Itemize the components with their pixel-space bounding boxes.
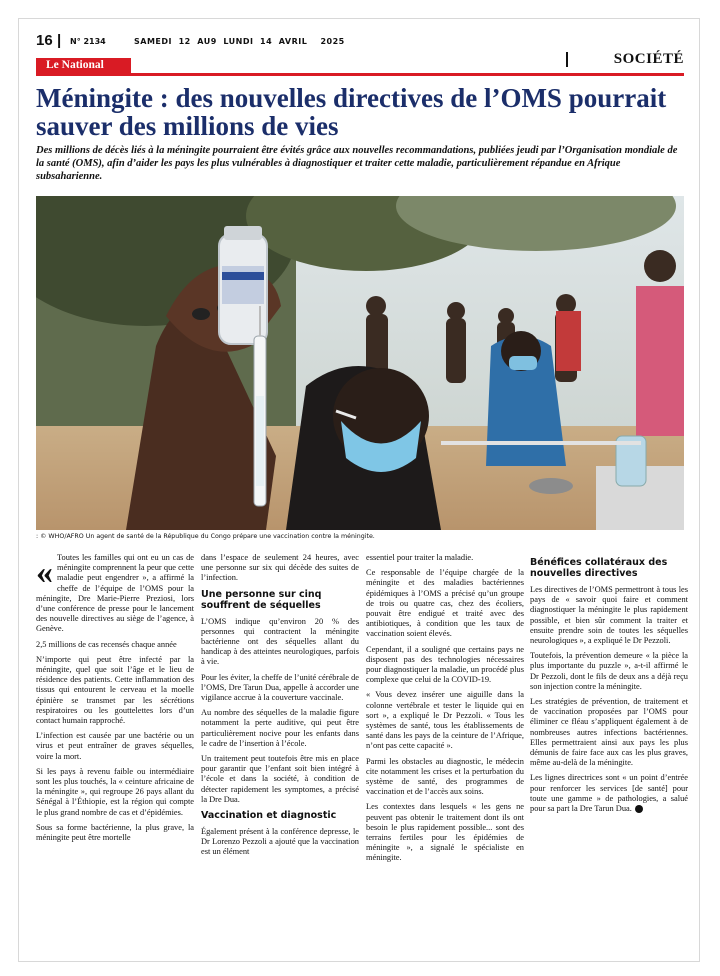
issue-number: N° 2134 <box>70 37 106 46</box>
subheading: Bénéfices collatéraux des nouvelles directives <box>530 557 668 579</box>
paragraph: dans l’espace de seulement 24 heures, avec une personne sur six qui décède des suites de l’infection. <box>201 553 359 583</box>
section-divider <box>566 52 568 67</box>
paragraph-text: Les lignes directrices sont « un point d’entrée pour renforcer les services [de santé] pour toute une gamme » de pathologies, a salué pour sa part la Dre Tarun Dua. <box>530 773 688 814</box>
paragraph: Au nombre des séquelles de la maladie figure notamment la perte auditive, qui peut être particulièrement nocive pour les enfants dans le cadre de l’insertion à l’école. <box>201 708 359 748</box>
section-label: SOCIÉTÉ <box>613 51 684 67</box>
article-column-2 <box>201 553 359 863</box>
issue-date: SAMEDI 12 AU9 LUNDI 14 AVRIL 2025 <box>134 37 345 46</box>
paragraph: Toutes les familles qui ont eu un cas de méningite comprennent la peur que cette maladie peut engendrer », a affirmé la cheffe de l’équipe de l’OMS pour la méningite, Dre Marie-Pierre Preziosi, lors d’une conférence de presse pour le lancement des nouvelle directives au siège de l’agence, à Genève. <box>36 553 194 634</box>
paragraph: Sous sa forme bactérienne, la plus grave, la méningite peut être mortelle <box>36 822 194 843</box>
paragraph: L’infection est causée par une bactérie ou un virus et peut entraîner de graves séquelles, voire la mort. <box>36 731 194 761</box>
quote-mark: « <box>36 554 53 591</box>
article-photo <box>36 196 684 530</box>
vaccination-photo-illustration <box>36 196 684 530</box>
paragraph: essentiel pour traiter la maladie. <box>366 553 474 562</box>
paragraph: Si les pays à revenu faible ou intermédiaire sont les plus touchés, la « ceinture africaine de la méningite », qui regroupe 26 pays allant du Sénégal à l’Éthiopie, est la région qui compte le plus grand nombre de cas et d’épidémies. <box>36 766 194 817</box>
paragraph: Cependant, il a souligné que certains pays ne disposent pas des technologies nécessaires pour diagnostiquer la maladie, un procédé plus complexe que celui de la COVID-19. <box>366 644 524 685</box>
paragraph: L’OMS indique qu’environ 20 % des personnes qui contractent la méningite bactérienne ont des séquelles allant du handicap à des atteintes neurologiques, parfois à vie. <box>201 616 359 667</box>
page-number: 16 <box>36 32 53 49</box>
paragraph: Toutefois, la prévention demeure « la pièce la plus importante du puzzle », a-t-il affirmé le Dr Pezzoli, dont le fils de deux ans a déjà reçu son injection contre la méningite. <box>530 651 688 691</box>
subheading: Une personne sur cinq souffrent de séquelles <box>201 588 322 611</box>
paragraph: Les stratégies de prévention, de traitement et de vaccination proposées par l’OMS pour éliminer ce fléau s’appliquent également à de nombreuses autres infections bactériennes. Elles permettraient ainsi aux pays les plus démunis de faire face aux cas les plus graves, même au-delà de la méningite. <box>530 697 688 768</box>
paragraph: Un traitement peut toutefois être mis en place pour garantir que l’enfant soit bien intégré à l’école et dans la société, à condition de détecter rapidement les symptomes, a précisé la Dre Dua. <box>201 754 359 804</box>
paragraph: Les directives de l’OMS permettront à tous les pays de « savoir quoi faire et comment diagnostiquer la méningite le plus rapidement possible, et bien sûr comment la traiter et ensuite prendre soin de toutes les séquelles neurologiques », a expliqué le Dr Pezzoli. <box>530 585 688 646</box>
paragraph: « Vous devez insérer une aiguille dans la colonne vertébrale et tester le liquide qui en sort », a expliqué le Dr Pezzoli. « Tous les systèmes de santé, tous les établissements de santé dans les pays de la ceinture de l’Afrique, n’ont pas cette capacité ». <box>366 690 524 751</box>
paragraph: Ce responsable de l’équipe chargée de la méningite et des maladies bactériennes épidémiques à l’OMS a précisé qu’un groupe de trois ou quatre cas, chez des écoliers, pouvait être endigué et traité avec des antibiotiques, à condition que les taux de vaccination soient élevés. <box>366 568 524 639</box>
red-rule <box>36 73 684 76</box>
header-divider: | <box>57 32 62 49</box>
paragraph: Également présent à la conférence depresse, le Dr Lorenzo Pezzoli a ajouté que la vaccination est un élément <box>201 827 359 857</box>
paragraph: 2,5 millions de cas recensés chaque année <box>36 639 177 649</box>
article-title: Méningite : des nouvelles directives de l’OMS pourrait sauver des millions de vies <box>36 83 667 141</box>
article-column-1 <box>36 553 194 848</box>
paragraph: Pour les éviter, la cheffe de l’unité cérébrale de l’OMS, Dre Tarun Dua, appelle à accorder une vigilance accrue à la couverture vaccinale. <box>201 672 359 703</box>
subheading: Vaccination et diagnostic <box>201 810 337 822</box>
article-column-4 <box>530 553 688 819</box>
page-header <box>36 32 684 52</box>
paragraph: Les contextes dans lesquels « les gens ne peuvent pas obtenir le traitement dont ils ont besoin le plus rapidement possible... sont des terrains fertiles pour les épidémies de méningite », a signalé le spécialiste en méningite. <box>366 802 524 863</box>
photo-caption: : © WHO/AFRO Un agent de santé de la République du Congo prépare une vaccination contre la méningite. <box>36 533 375 540</box>
end-of-article-icon <box>635 805 643 813</box>
closing-paragraph <box>530 773 688 814</box>
article-column-3 <box>366 553 524 869</box>
paragraph: Parmi les obstacles au diagnostic, le médecin cite notamment les crises et la perturbation du système de santé, des programmes de vaccination et de l’accès aux soins. <box>366 756 524 797</box>
brand-logo: Le National <box>36 58 131 73</box>
article-lead: Des millions de décès liés à la méningite pourraient être évités grâce aux nouvelles recommandations, publiées jeudi par l’Organisation mondiale de la santé (OMS), afin d’aider les pays les plus vulnérables à diagnostiquer et traiter cette maladie, particulièrement répandue en Afrique subsaharienne. <box>36 145 678 182</box>
paragraph: N’importe qui peut être infecté par la méningite, quel que soit l’âge et le lieu de résidence des patients. Cette inflammation des tissus qui entourent le cerveau et la moelle épinière se transmet par les sécrétions respiratoires ou les gouttelettes lors d’un contact humain rapproché. <box>36 654 194 726</box>
section-bar <box>36 51 684 76</box>
